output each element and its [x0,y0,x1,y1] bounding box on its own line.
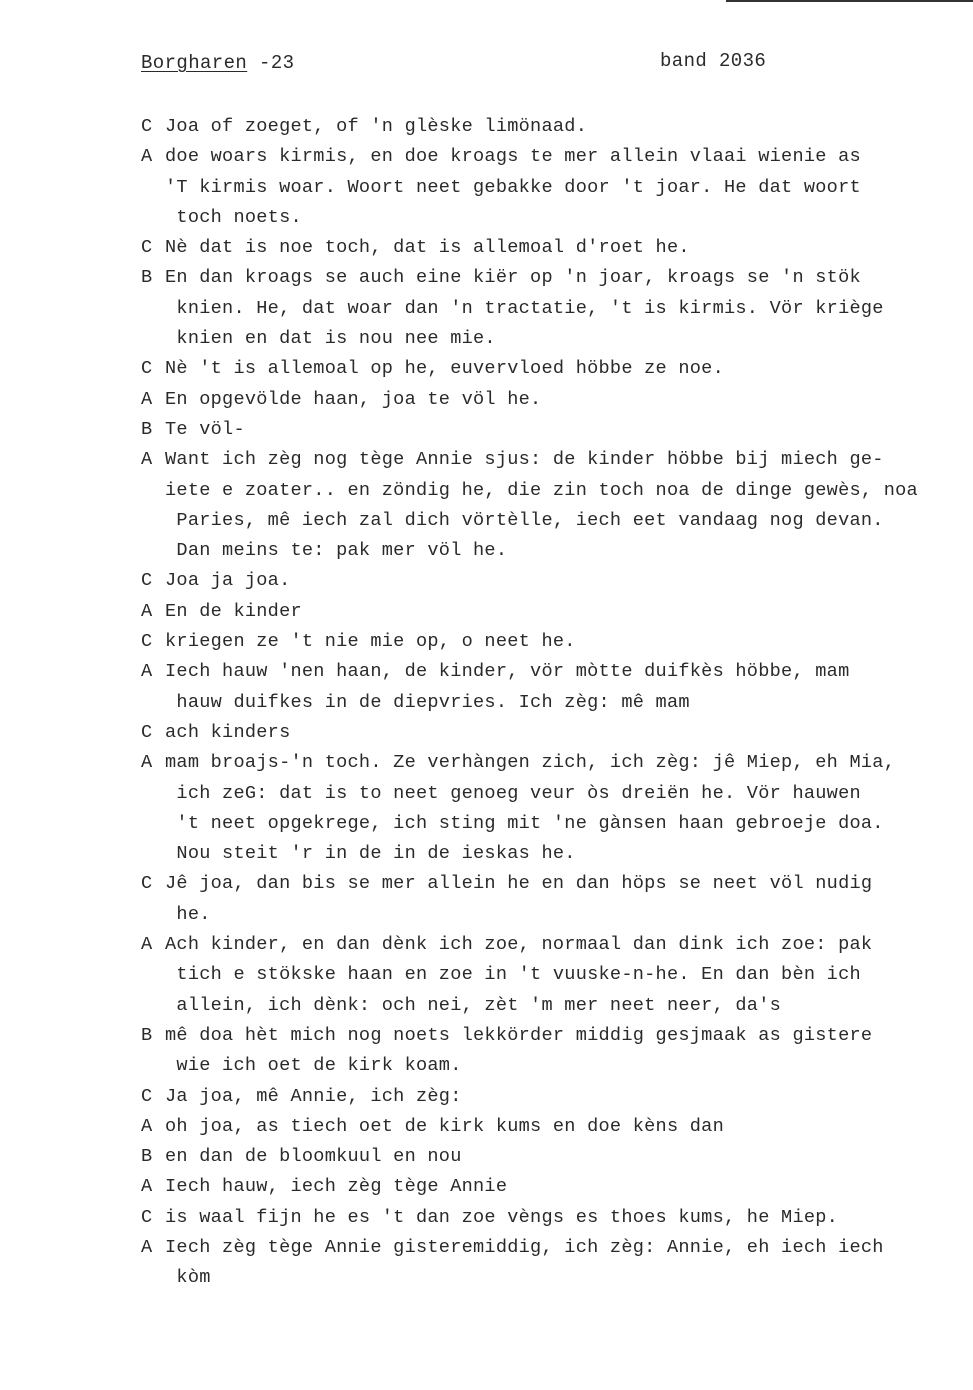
utterance-line: Iech zèg tège Annie gisteremiddig, ich zèg: Annie, eh iech iech [165,1236,884,1258]
utterance [165,142,971,233]
dialogue-turn [141,415,971,445]
utterance-line: Paries, mê iech zal dich vörtèlle, iech eet vandaag nog devan. [165,509,884,531]
utterance-line: En de kinder [165,600,302,622]
utterance-line: tich e stökske haan en zoe in 't vuuske-n-he. En dan bèn ich [165,964,861,986]
tape-number: band 2036 [660,50,767,72]
utterance-line: Want ich zèg nog tège Annie sjus: de kinder höbbe bij miech ge- [165,449,884,471]
utterance-line: En dan kroags se auch eine kiër op 'n joar, kroags se 'n stök [165,267,861,289]
utterance [165,748,971,869]
dialogue-turn [141,869,971,930]
utterance-line: Iech hauw, iech zèg tège Annie [165,1176,508,1198]
utterance-line: Jê joa, dan bis se mer allein he en dan höps se neet völ nudig [165,873,873,895]
utterance-line: ach kinders [165,721,291,743]
dialogue-turn [141,1233,971,1294]
speaker-label: C [141,631,153,653]
dialogue-turn [141,233,971,263]
dialogue-turn [141,748,971,869]
utterance-line: Nou steit 'r in de in de ieskas he. [165,843,576,865]
utterance-line: Nè dat is noe toch, dat is allemoal d'roet he. [165,237,690,259]
utterance-line: Ach kinder, en dan dènk ich zoe, normaal dan dink ich zoe: pak [165,934,873,956]
dialogue-turn [141,597,971,627]
dialogue-turn [141,1082,971,1112]
utterance-line: 'T kirmis woar. Woort neet gebakke door 't joar. He dat woort [165,176,861,198]
speaker-label: A [141,1236,153,1258]
utterance-line: 't neet opgekrege, ich sting mit 'ne gànsen haan gebroeje doa. [165,812,884,834]
utterance [165,1233,971,1294]
utterance-line: doe woars kirmis, en doe kroags te mer allein vlaai wienie as [165,146,861,168]
utterance [165,112,971,142]
speaker-label: A [141,934,153,956]
speaker-label: A [141,449,153,471]
utterance [165,445,971,566]
dialogue-turn [141,566,971,596]
speaker-label: B [141,267,153,289]
utterance-line: ich zeG: dat is to neet genoeg veur òs dreiën he. Vör hauwen [165,782,861,804]
dialogue-turn [141,445,971,566]
utterance-line: hauw duifkes in de diepvries. Ich zèg: mê mam [165,691,690,713]
dialogue-turn [141,627,971,657]
dialogue-turn [141,354,971,384]
utterance-line: Joa ja joa. [165,570,291,592]
utterance [165,233,971,263]
utterance-line: knien. He, dat woar dan 'n tractatie, 't is kirmis. Vör kriège [165,297,884,319]
place-name: Borgharen [141,52,248,74]
speaker-label: A [141,752,153,774]
dialogue-turn [141,1021,971,1082]
speaker-label: B [141,1146,153,1168]
dialogue-turn [141,112,971,142]
page-header-left [141,52,294,74]
utterance-line: mam broajs-'n toch. Ze verhàngen zich, ich zèg: jê Miep, eh Mia, [165,752,896,774]
speaker-label: B [141,1024,153,1046]
speaker-label: A [141,600,153,622]
utterance [165,354,971,384]
utterance-line: Nè 't is allemoal op he, euvervloed höbbe ze noe. [165,358,724,380]
utterance-line: kòm [165,1267,211,1289]
dialogue-turn [141,263,971,354]
speaker-label: C [141,721,153,743]
dialogue-turn [141,718,971,748]
utterance [165,1082,971,1112]
speaker-label: C [141,116,153,137]
utterance-line: Te völ- [165,418,245,440]
speaker-label: C [141,358,153,380]
utterance-line: iete e zoater.. en zöndig he, die zin toch noa de dinge gewès, noa [165,479,918,501]
utterance-line: kriegen ze 't nie mie op, o neet he. [165,631,576,653]
utterance-line: wie ich oet de kirk koam. [165,1055,462,1077]
speaker-label: C [141,237,153,259]
utterance-line: allein, ich dènk: och nei, zèt 'm mer neet neer, da's [165,994,782,1016]
utterance [165,566,971,596]
utterance [165,930,971,1021]
utterance-line: mê doa hèt mich nog noets lekkörder middig gesjmaak as gistere [165,1024,873,1046]
utterance [165,718,971,748]
dialogue-turn [141,1142,971,1172]
top-edge-rule [726,0,973,2]
speaker-label: C [141,1085,153,1107]
utterance [165,415,971,445]
speaker-label: A [141,1115,153,1137]
dialogue-turn [141,657,971,718]
utterance-line: he. [165,903,211,925]
speaker-label: A [141,388,153,410]
speaker-label: B [141,418,153,440]
dialogue-turn [141,930,971,1021]
utterance-line: toch noets. [165,206,302,228]
speaker-label: C [141,873,153,895]
utterance-line: is waal fijn he es 't dan zoe vèngs es thoes kums, he Miep. [165,1206,839,1228]
utterance [165,385,971,415]
utterance-line: knien en dat is nou nee mie. [165,328,496,350]
utterance [165,657,971,718]
utterance-line: Dan meins te: pak mer völ he. [165,540,508,562]
dialogue-turn [141,1172,971,1202]
utterance-line: En opgevölde haan, joa te völ he. [165,388,542,410]
utterance [165,1021,971,1082]
utterance [165,1172,971,1202]
utterance-line: oh joa, as tiech oet de kirk kums en doe kèns dan [165,1115,724,1137]
speaker-label: C [141,570,153,592]
dialogue-turn [141,142,971,233]
utterance-line: Joa of zoeget, of 'n glèske limönaad. [165,116,588,137]
page-number: -23 [247,52,295,74]
utterance [165,869,971,930]
speaker-label: C [141,1206,153,1228]
utterance-line: en dan de bloomkuul en nou [165,1146,462,1168]
utterance [165,1203,971,1233]
dialogue-turn [141,1203,971,1233]
utterance-line: Iech hauw 'nen haan, de kinder, vör mòtte duifkès höbbe, mam [165,661,850,683]
dialogue-turn [141,385,971,415]
utterance [165,597,971,627]
utterance [165,1112,971,1142]
transcript [141,112,971,1294]
utterance [165,1142,971,1172]
utterance [165,627,971,657]
utterance [165,263,971,354]
utterance-line: Ja joa, mê Annie, ich zèg: [165,1085,462,1107]
speaker-label: A [141,1176,153,1198]
dialogue-turn [141,1112,971,1142]
speaker-label: A [141,661,153,683]
speaker-label: A [141,146,153,168]
